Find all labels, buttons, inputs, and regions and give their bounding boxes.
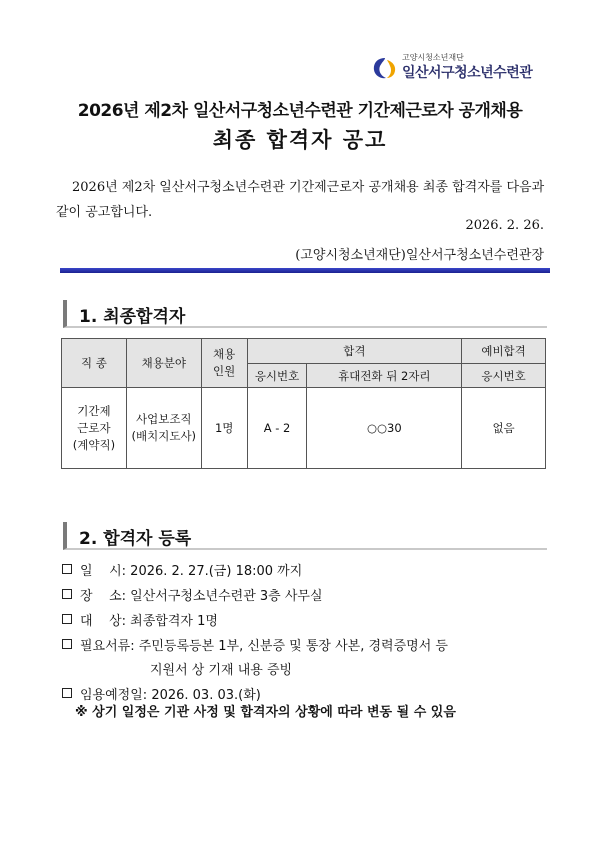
header-phone: 휴대전화 뒤 2자리: [307, 364, 462, 388]
list-item: [62, 585, 323, 604]
item-value: 2026. 2. 27.(금) 18:00 까지: [130, 564, 303, 579]
cell-job: 기간제 근로자 (계약직): [62, 388, 127, 469]
checkbox-square-icon: [62, 614, 72, 624]
section-heading-1: [63, 300, 547, 328]
header-exam-no: 응시번호: [247, 364, 307, 388]
item-label: 임용예정일:: [80, 688, 148, 703]
header-field: 채용분야: [126, 339, 201, 388]
list-item: [62, 560, 302, 579]
cell-field: 사업보조직 (배치지도사): [126, 388, 201, 469]
result-table: [61, 338, 546, 469]
list-item: [62, 610, 218, 629]
logo-org-text: 고양시청소년재단: [402, 53, 464, 62]
page-subtitle: 최종 합격자 공고: [212, 128, 388, 152]
item-value: 지원서 상 기재 내용 증빙: [150, 663, 293, 678]
logo-name-text: 일산서구청소년수련관: [402, 65, 533, 81]
checkbox-square-icon: [62, 564, 72, 574]
cell-exam-no: A - 2: [247, 388, 307, 469]
cell-reserve-no: 없음: [462, 388, 546, 469]
header-reserve: 예비합격: [462, 339, 546, 364]
list-item: [62, 635, 448, 654]
item-value: 주민등록등본 1부, 신분증 및 통장 사본, 경력증명서 등: [138, 639, 448, 654]
notice-note: ※ 상기 일정은 기관 사정 및 합격자의 상황에 따라 변동 될 수 있음: [75, 705, 456, 720]
item-label: 필요서류:: [80, 639, 135, 654]
section-title-1: 1. 최종합격자: [79, 307, 186, 327]
item-value: 2026. 03. 03.(화): [151, 688, 261, 703]
cell-count: 1명: [201, 388, 247, 469]
checkbox-square-icon: [62, 639, 72, 649]
item-label: 일 시:: [80, 564, 127, 579]
logo-mark-icon: [372, 56, 398, 80]
page-title: 2026년 제2차 일산서구청소년수련관 기간제근로자 공개채용: [77, 101, 523, 121]
item-label: 장 소:: [80, 589, 127, 604]
item-label: 대 상:: [80, 614, 127, 629]
divider-bar: [60, 268, 550, 273]
checkbox-square-icon: [62, 688, 72, 698]
logo: [372, 48, 542, 82]
cell-phone: ○○30: [307, 388, 462, 469]
header-count: 채용 인원: [201, 339, 247, 388]
item-value: 최종합격자 1명: [130, 614, 218, 629]
item-value: 일산서구청소년수련관 3층 사무실: [130, 589, 323, 604]
header-reserve-no: 응시번호: [462, 364, 546, 388]
list-item-continuation: [150, 659, 292, 678]
header-pass: 합격: [247, 339, 462, 364]
checkbox-square-icon: [62, 589, 72, 599]
header-job: 직 종: [62, 339, 127, 388]
signature: (고양시청소년재단)일산서구청소년수련관장: [295, 248, 544, 263]
section-title-2: 2. 합격자 등록: [79, 529, 192, 549]
announcement-date: 2026. 2. 26.: [465, 218, 544, 233]
intro-paragraph: 2026년 제2차 일산서구청소년수련관 기간제근로자 공개채용 최종 합격자를 다음과 같이 공고합니다.: [56, 180, 545, 220]
section-heading-2: [63, 522, 547, 550]
